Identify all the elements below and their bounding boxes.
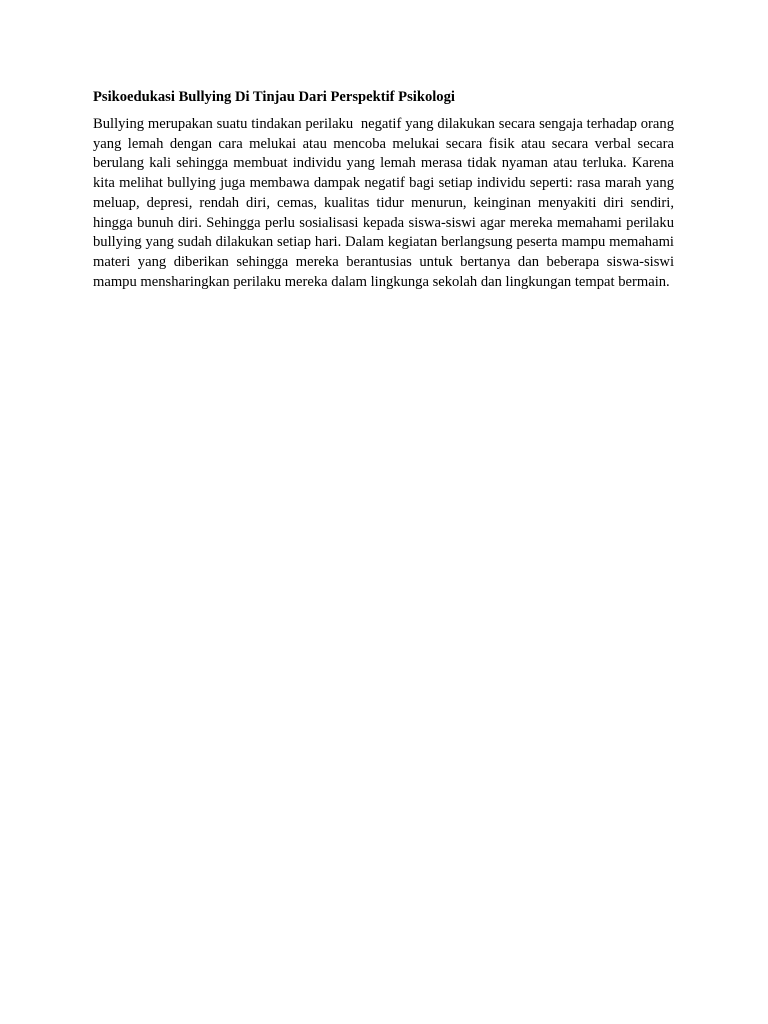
document-paragraph: Bullying merupakan suatu tindakan perilaku negatif yang dilakukan secara sengaja terhadap orang yang lemah dengan cara melukai atau mencoba melukai secara fisik atau secara verbal secara berulang kali sehingga membuat individu yang lemah merasa tidak nyaman atau terluka. Karena kita melihat bullying juga membawa dampak negatif bagi setiap individu seperti: rasa marah yang meluap, depresi, rendah diri, cemas, kualitas tidur menurun, keinginan menyakiti diri sendiri, hingga bunuh diri. Sehingga perlu sosialisasi kepada siswa-siswi agar mereka memahami perilaku bullying yang sudah dilakukan setiap hari. Dalam kegiatan berlangsung peserta mampu memahami materi yang diberikan sehingga mereka berantusias untuk bertanya dan beberapa siswa-siswi mampu mensharingkan perilaku mereka dalam lingkunga sekolah dan lingkungan tempat bermain. xyxy=(93,116,678,290)
document-title: Psikoedukasi Bullying Di Tinjau Dari Perspektif Psikologi xyxy=(93,89,455,105)
document-body xyxy=(93,88,678,292)
